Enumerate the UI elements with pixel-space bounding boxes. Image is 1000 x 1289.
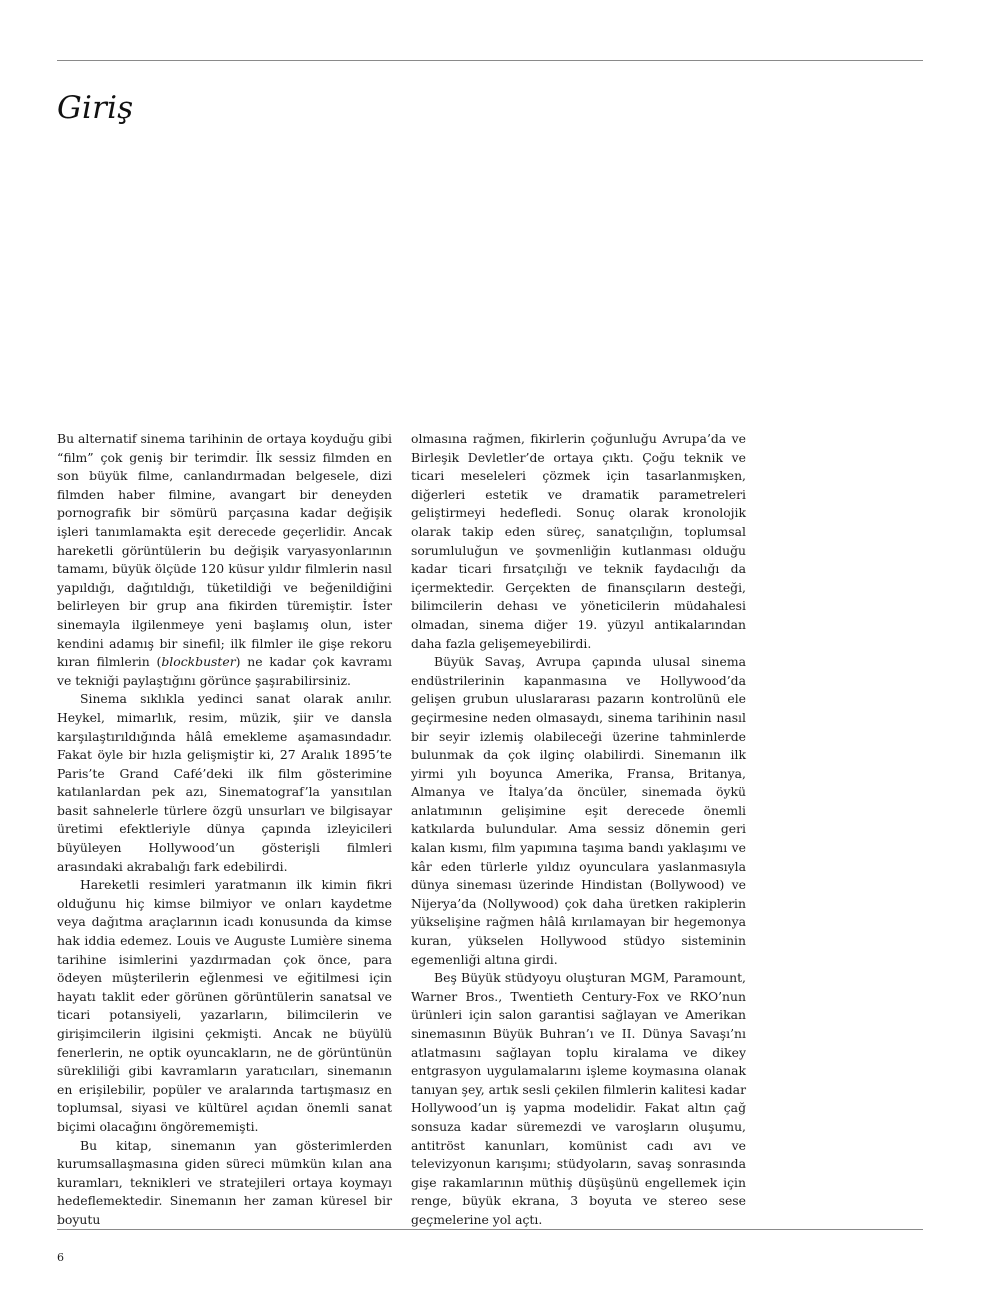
right-column [411, 430, 746, 1230]
bottom-rule [57, 1229, 923, 1230]
paragraph-1-text-b: ) ne kadar çok kavramı ve tekniği paylaştığını görünce şaşırabilirsiniz. [57, 654, 392, 688]
chapter-title: Giriş [57, 90, 134, 126]
top-rule [57, 60, 923, 61]
paragraph-1-text-a: Bu alternatif sinema tarihinin de ortaya koyduğu gibi “film” çok geniş bir terimdir. İlk sessiz filmden en son büyük filme, canlandırmadan belgesele, dizi filmden haber filmine, avangart bir deneyden pornografik bir sömürü parçasına kadar değişik işleri tanımlamakta eşit derecede geçerlidir. Ancak hareketli görüntülerin bu değişik varyasyonlarının tamamı, büyük ölçüde 120 küsur yıldır filmlerin nasıl yapıldığı, dağıtıldığı, tüketildiği ve beğenildiğini belirleyen bir grup ana fikirden türemiştir. İster sinemayla ilgilenmeye yeni başlamış olun, ister kendini adamış bir sinefil; ilk filmler ile gişe rekoru kıran filmlerin ( [57, 431, 393, 670]
left-column [57, 430, 392, 1230]
paragraph-1 [57, 430, 392, 690]
blockbuster-term: blockbuster [161, 654, 236, 670]
page-number: 6 [57, 1251, 64, 1264]
paragraph-4: Bu kitap, sinemanın yan gösterimlerden kurumsallaşmasına giden süreci mümkün kılan ana kuramları, teknikleri ve stratejileri ortaya koymayı hedeflemektedir. Sinemanın her zaman küresel bir boyutu [57, 1137, 392, 1227]
paragraph-7: Beş Büyük stüdyoyu oluşturan MGM, Paramount, Warner Bros., Twentieth Century-Fox ve RKO’nun ürünleri için salon garantisi sağlayan ve Amerikan sinemasının Büyük Buhran’ı ve II. Dünya Savaşı’nı atlatmasını sağlayan toplu kiralama ve dikey entgrasyon uygulamalarını işleme koymasına olanak tanıyan şey, artık sesli çekilen filmlerin kalitesi kadar Hollywood’un iş yapma modelidir. Fakat altın çağ sonsuza kadar süremezdi ve varoşların oluşumu, antitröst kanunları, komünist cadı avı ve televizyonun karışımı; stüdyoların, savaş sonrasında gişe rakamlarının müthiş düşüşünü engellemek için renge, büyük ekrana, 3 boyuta ve stereo sese geçmelerine yol açtı. [411, 970, 746, 1227]
paragraph-2: Sinema sıklıkla yedinci sanat olarak anılır. Heykel, mimarlık, resim, müzik, şiir ve dansla karşılaştırıldığında hâlâ emekleme aşamasındadır. Fakat öyle bir hızla gelişmiştir ki, 27 Aralık 1895’te Paris’te Grand Café’deki ilk film gösterimine katılanlardan pek azı, Sinematograf’la yansıtılan basit sahnelerle türlere özgü unsurları ve bilgisayar üretimi efektleriyle dünya çapında izleyicileri büyüleyen Hollywood’un gösterişli filmleri arasındaki akrabalığı fark edebilirdi. [57, 691, 392, 874]
paragraph-5: olmasına rağmen, fikirlerin çoğunluğu Avrupa’da ve Birleşik Devletler’de ortaya çıktı. Çoğu teknik ve ticari meseleleri çözmek için tasarlanmışken, diğerleri estetik ve dramatik parametreleri geliştirmeyi hedefledi. Sonuç olarak kronolojik olarak takip eden süreç, sanatçılığın, toplumsal sorumluluğun ve şovmenliğin kutlanması olduğu kadar ticari fırsatçılığı ve teknik faydacılığı da içermektedir. Gerçekten de finansçıların desteği, bilimcilerin dehası ve yöneticilerin müdahalesi olmadan, sinema diğer 19. yüzyıl antikalarından daha fazla gelişemeyebilirdi. [411, 431, 746, 651]
paragraph-3: Hareketli resimleri yaratmanın ilk kimin fikri olduğunu hiç kimse bilmiyor ve onları kaydetme veya dağıtma araçlarının icadı konusunda da kimse hak iddia edemez. Louis ve Auguste Lumière sinema tarihine isimlerini yazdırmadan çok önce, para ödeyen müşterilerin eğlenmesi ve eğitilmesi için hayatı taklit eder görünen görüntülerin sanatsal ve ticari potansiyeli, yazarların, bilimcilerin ve girişimcilerin ilgisini çekmişti. Ancak ne büyülü fenerlerin, ne optik oyuncakların, ne de görüntünün sürekliliği gibi kavramların yaratıcıları, sinemanın en erişilebilir, popüler ve aralarında tartışmasız en toplumsal, siyasi ve kültürel açıdan önemli sanat biçimi olacağını öngörememişti. [57, 877, 392, 1134]
paragraph-6: Büyük Savaş, Avrupa çapında ulusal sinema endüstrilerinin kapanmasına ve Hollywood’da gelişen grubun uluslararası pazarın kontrolünü ele geçirmesine neden olmasaydı, sinema tarihinin nasıl bir seyir izlemiş olabileceği üzerine tahminlerde bulunmak da çok ilginç olabilirdi. Sinemanın ilk yirmi yılı boyunca Amerika, Fransa, Britanya, Almanya ve İtalya’da öncüler, sinemada öykü anlatımının gelişimine eşit derecede önemli katkılarda bulundular. Ama sessiz dönemin geri kalan kısmı, film yapımına taşıma bandı yaklaşımı ve kâr eden türlerle yıldız oyunculara yaslanmasıyla dünya sineması üzerinde Hindistan (Bollywood) ve Nijerya’da (Nollywood) çok daha üretken rakiplerin yükselişine rağmen hâlâ kırılamayan bir hegemonya kuran, yükselen Hollywood stüdyo sisteminin egemenliği altına girdi. [411, 654, 746, 967]
